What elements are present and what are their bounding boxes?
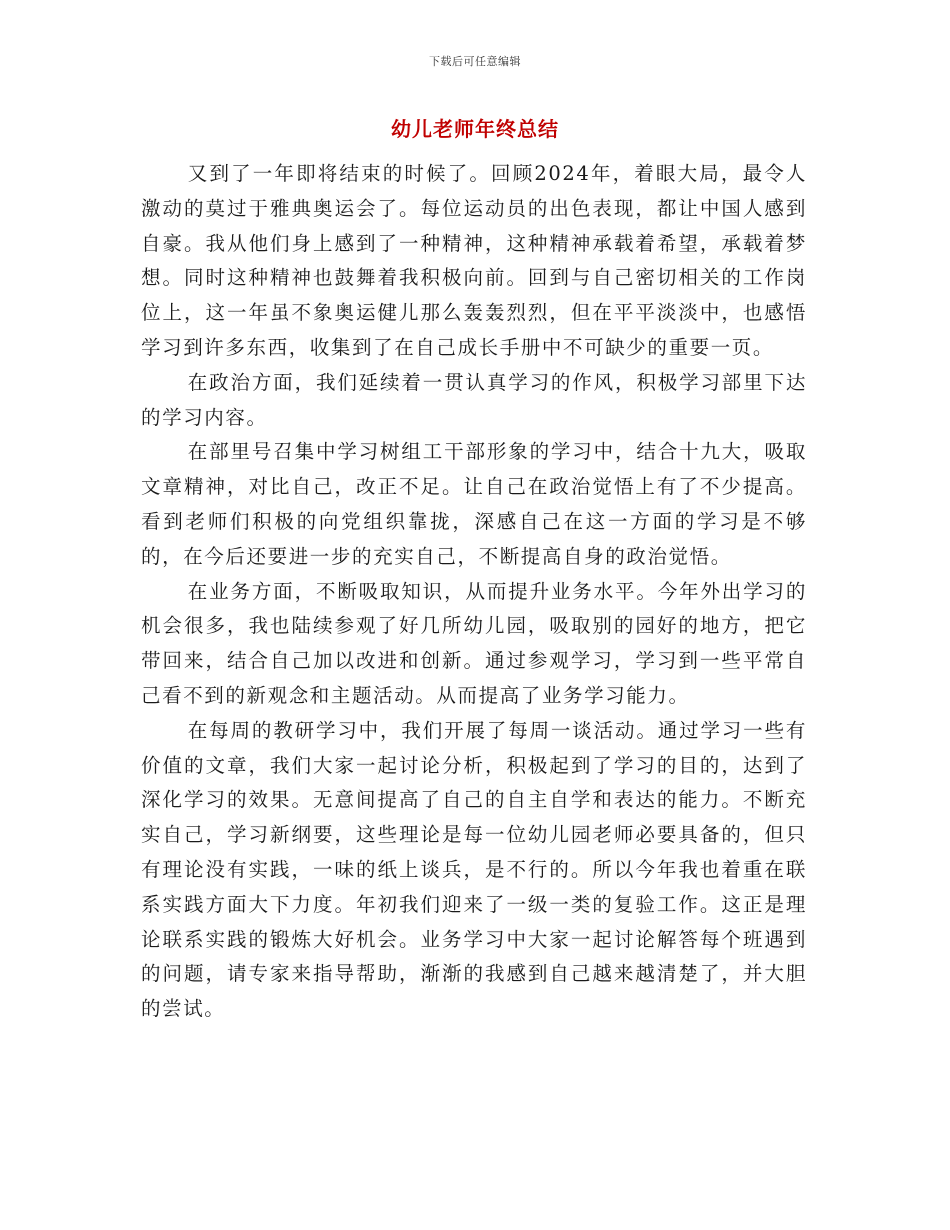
document-title: 幼儿老师年终总结 bbox=[391, 117, 559, 141]
header-note: 下载后可任意编辑 bbox=[429, 55, 521, 68]
paragraph: 又到了一年即将结束的时候了。回顾2024年，着眼大局，最令人激动的莫过于雅典奥运会了。每位运动员的出色表现，都让中国人感到自豪。我从他们身上感到了一种精神，这种精神承载着希望，承载着梦想。同时这种精神也鼓舞着我积极向前。回到与自己密切相关的工作岗位上，这一年虽不象奥运健儿那么轰轰烈烈，但在平平淡淡中，也感悟学习到许多东西，收集到了在自己成长手册中不可缺少的重要一页。 bbox=[141, 162, 807, 359]
paragraph: 在每周的教研学习中，我们开展了每周一谈活动。通过学习一些有价值的文章，我们大家一起讨论分析，积极起到了学习的目的，达到了深化学习的效果。无意间提高了自己的自主自学和表达的能力。不断充实自己，学习新纲要，这些理论是每一位幼儿园老师必要具备的，但只有理论没有实践，一味的纸上谈兵，是不行的。所以今年我也着重在联系实践方面大下力度。年初我们迎来了一级一类的复验工作。这正是理论联系实践的锻炼大好机会。业务学习中大家一起讨论解答每个班遇到的问题，请专家来指导帮助，渐渐的我感到自己越来越清楚了，并大胆的尝试。 bbox=[141, 718, 807, 1021]
paragraph: 在部里号召集中学习树组工干部形象的学习中，结合十九大，吸取文章精神，对比自己，改正不足。让自己在政治觉悟上有了不少提高。看到老师们积极的向党组织靠拢，深感自己在这一方面的学习是不够的，在今后还要进一步的充实自己，不断提高自身的政治觉悟。 bbox=[141, 440, 807, 568]
paragraph: 在政治方面，我们延续着一贯认真学习的作风，积极学习部里下达的学习内容。 bbox=[141, 370, 807, 429]
document-body bbox=[141, 157, 807, 1027]
paragraph: 在业务方面，不断吸取知识，从而提升业务水平。今年外出学习的机会很多，我也陆续参观了好几所幼儿园，吸取别的园好的地方，把它带回来，结合自己加以改进和创新。通过参观学习，学习到一些平常自己看不到的新观念和主题活动。从而提高了业务学习能力。 bbox=[141, 579, 807, 707]
